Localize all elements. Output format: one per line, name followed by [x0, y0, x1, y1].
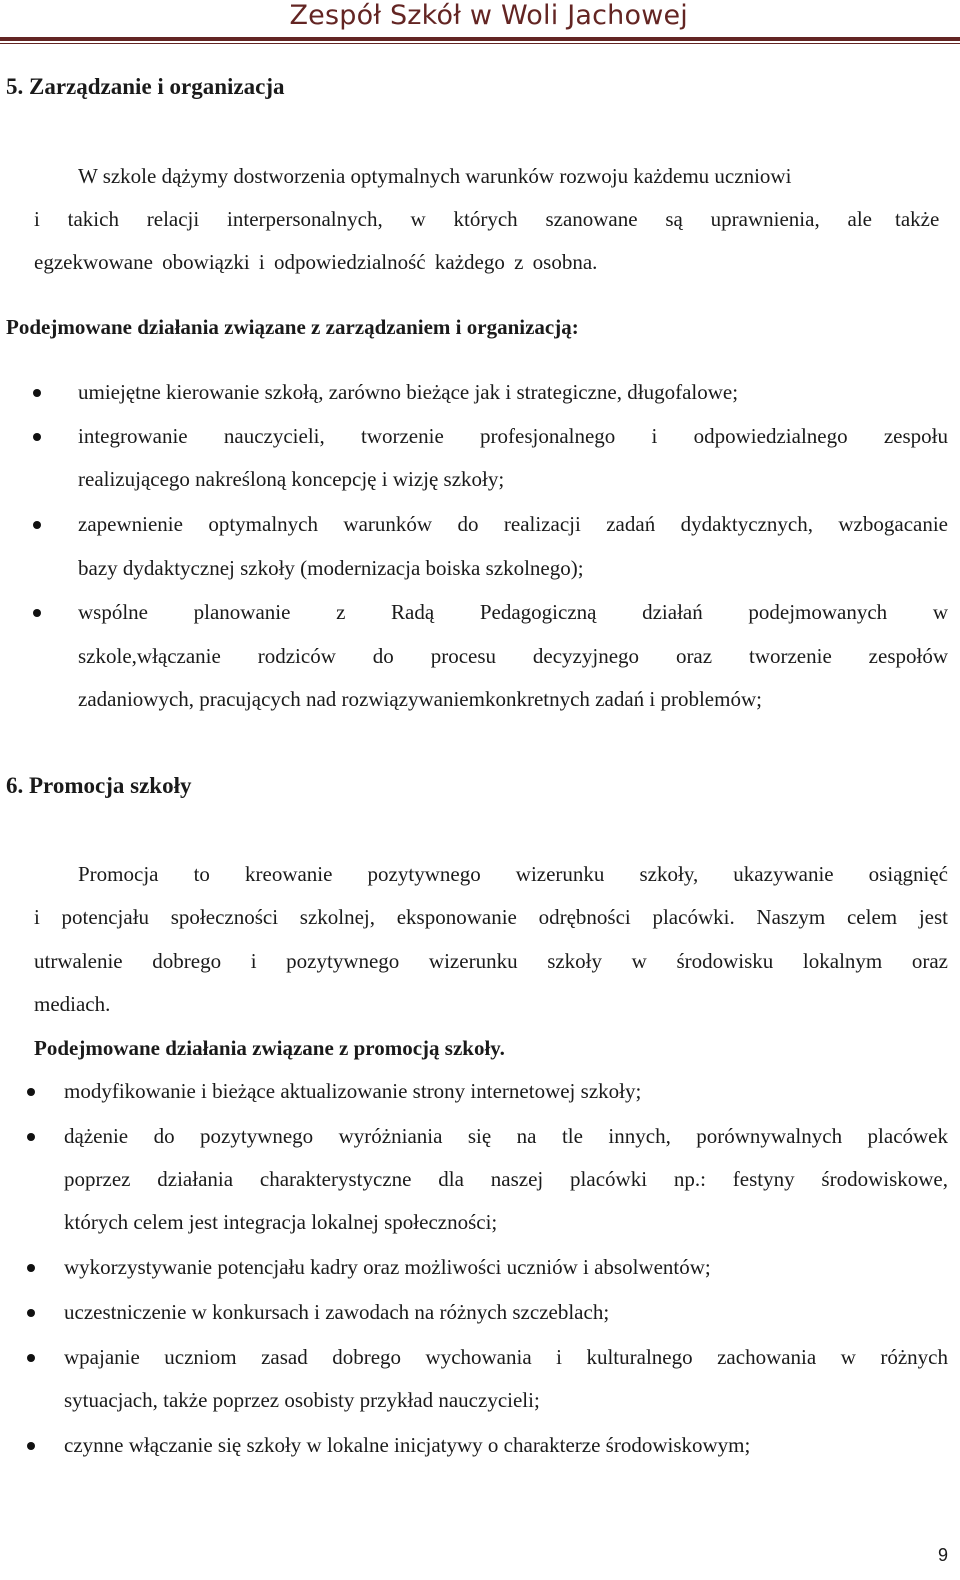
document-header-title: Zespół Szkół w Woli Jachowej: [289, 0, 688, 31]
section-6-intro-line-4: mediach.: [34, 992, 111, 1016]
bullet-dot: [27, 1088, 35, 1096]
bullet-dot: [27, 1354, 35, 1362]
page-number: 9: [937, 1545, 948, 1565]
section-6-bullet-line-7: wpajanie uczniom zasad dobrego wychowania i kulturalnego zachowania w różnych: [64, 1345, 948, 1369]
section-6-bullet-line-9: czynne włączanie się szkoły w lokalne inicjatywy o charakterze środowiskowym;: [64, 1433, 751, 1457]
section-5-bullet-line-6: wspólne planowanie z Radą Pedagogiczną działań podejmowanych w: [78, 600, 948, 624]
header-divider-thin: [0, 43, 960, 44]
section-5-bullet-line-2: integrowanie nauczycieli, tworzenie profesjonalnego i odpowiedzialnego zespołu: [78, 424, 948, 448]
section-6-intro-line-2: i potencjału społeczności szkolnej, eksponowanie odrębności placówki. Naszym celem jest: [34, 905, 948, 929]
section-6-intro-line-1: Promocja to kreowanie pozytywnego wizerunku szkoły, ukazywanie osiągnięć: [78, 862, 948, 886]
section-6-actions-heading: Podejmowane działania związane z promocją szkoły.: [34, 1036, 505, 1060]
section-5-bullet-line-5: bazy dydaktycznej szkoły (modernizacja boiska szkolnego);: [78, 556, 584, 580]
bullet-dot: [27, 1133, 35, 1141]
section-5-intro-line-1: W szkole dążymy dostworzenia optymalnych warunków rozwoju każdemu uczniowi: [78, 164, 792, 188]
section-5-actions-heading: Podejmowane działania związane z zarządzaniem i organizacją:: [6, 315, 579, 339]
section-6-bullet-line-3: poprzez działania charakterystyczne dla naszej placówki np.: festyny środowiskowe,: [64, 1167, 948, 1191]
section-6-bullet-line-1: modyfikowanie i bieżące aktualizowanie strony internetowej szkoły;: [64, 1079, 642, 1103]
section-6-bullet-line-4: których celem jest integracja lokalnej społeczności;: [64, 1210, 498, 1234]
bullet-dot: [27, 1442, 35, 1450]
section-5-bullet-line-3: realizującego nakreśloną koncepcję i wizję szkoły;: [78, 467, 505, 491]
bullet-dot: [33, 609, 41, 617]
header-divider: [0, 37, 960, 41]
section-5-bullet-line-7: szkole,włączanie rodziców do procesu decyzyjnego oraz tworzenie zespołów: [78, 644, 948, 668]
section-5-intro-line-2: i takich relacji interpersonalnych, w których szanowane są uprawnienia, ale: [34, 207, 872, 231]
section-5-heading: 5. Zarządzanie i organizacja: [6, 74, 285, 99]
section-6-intro-line-3: utrwalenie dobrego i pozytywnego wizerunku szkoły w środowisku lokalnym oraz: [34, 949, 948, 973]
section-6-bullet-line-5: wykorzystywanie potencjału kadry oraz możliwości uczniów i absolwentów;: [64, 1255, 711, 1279]
section-6-bullet-line-8: sytuacjach, także poprzez osobisty przykład nauczycieli;: [64, 1388, 540, 1412]
bullet-dot: [33, 389, 41, 397]
bullet-dot: [27, 1264, 35, 1272]
section-6-bullet-line-2: dążenie do pozytywnego wyróżniania się na tle innych, porównywalnych placówek: [64, 1124, 948, 1148]
section-5-bullet-line-4: zapewnienie optymalnych warunków do realizacji zadań dydaktycznych, wzbogacanie: [78, 512, 948, 536]
section-6-bullet-line-6: uczestniczenie w konkursach i zawodach na różnych szczeblach;: [64, 1300, 610, 1324]
section-5-intro-line-3: egzekwowane obowiązki i odpowiedzialność każdego z osobna.: [34, 250, 598, 274]
bullet-dot: [27, 1309, 35, 1317]
bullet-dot: [33, 433, 41, 441]
section-6-heading: 6. Promocja szkoły: [6, 773, 192, 798]
section-5-bullet-line-8: zadaniowych, pracujących nad rozwiązywaniemkonkretnych zadań i problemów;: [78, 687, 762, 711]
bullet-dot: [33, 521, 41, 529]
section-5-bullet-line-1: umiejętne kierowanie szkołą, zarówno bieżące jak i strategiczne, długofalowe;: [78, 380, 739, 404]
section-5-intro-line-2-end: także: [895, 207, 940, 231]
